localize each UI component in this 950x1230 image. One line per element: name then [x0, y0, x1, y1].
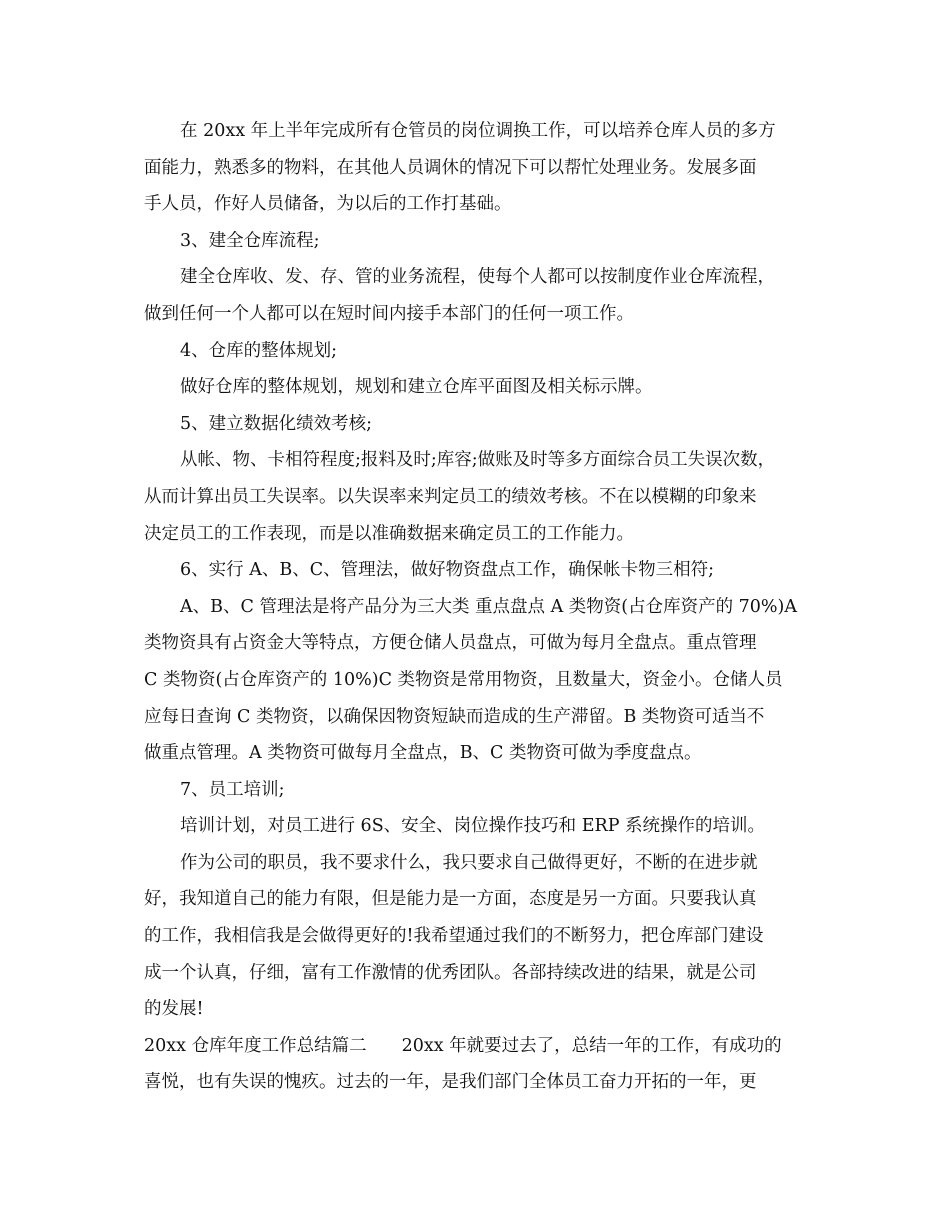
text-line: 做好仓库的整体规划，规划和建立仓库平面图及相关标示牌。 [180, 377, 653, 398]
text-line: 类物资具有占资金大等特点，方便仓储人员盘点，可做为每月全盘点。重点管理 [144, 633, 757, 654]
text-line: A、B、C 管理法是将产品分为三大类 重点盘点 A 类物资(占仓库资产的 70%)A [180, 596, 798, 617]
text-line: 成一个认真，仔细，富有工作激情的优秀团队。各部持续改进的结果，就是公司 [144, 962, 757, 983]
text-line: 从而计算出员工失误率。以失误率来判定员工的绩效考核。不在以模糊的印象来 [144, 486, 757, 507]
article-heading: 20xx 仓库年度工作总结篇二 20xx 年就要过去了，总结一年的工作，有成功的 [144, 1035, 782, 1056]
section-heading-7: 7、员工培训; [180, 779, 285, 800]
text-line: 手人员，作好人员储备，为以后的工作打基础。 [144, 194, 512, 215]
text-line: 应每日查询 C 类物资，以确保因物资短缺而造成的生产滞留。B 类物资可适当不 [144, 706, 765, 727]
text-line: 好，我知道自己的能力有限，但是能力是一方面，态度是另一方面。只要我认真 [144, 889, 757, 910]
text-line: 培训计划，对员工进行 6S、安全、岗位操作技巧和 ERP 系统操作的培训。 [180, 816, 766, 837]
text-line: 面能力，熟悉多的物料，在其他人员调休的情况下可以帮忙处理业务。发展多面 [144, 157, 757, 178]
text-line: 决定员工的工作表现，而是以准确数据来确定员工的工作能力。 [144, 523, 634, 544]
text-line: 建全仓库收、发、存、管的业务流程，使每个人都可以按制度作业仓库流程， [180, 267, 775, 288]
document-body [144, 113, 814, 1101]
text-line: 的工作，我相信我是会做得更好的!我希望通过我们的不断努力，把仓库部门建设 [144, 926, 764, 947]
section-heading-6: 6、实行 A、B、C、管理法，做好物资盘点工作，确保帐卡物三相符; [180, 560, 714, 581]
text-line: 作为公司的职员，我不要求什么，我只要求自己做得更好，不断的在进步就 [180, 852, 758, 873]
text-line: 在 20xx 年上半年完成所有仓管员的岗位调换工作，可以培养仓库人员的多方 [180, 121, 776, 141]
section-heading-5: 5、建立数据化绩效考核; [180, 413, 373, 434]
section-heading-4: 4、仓库的整体规划; [180, 340, 338, 361]
text-line: 做到任何一个人都可以在短时间内接手本部门的任何一项工作。 [144, 303, 634, 324]
text-line: 的发展! [144, 999, 204, 1020]
text-line: 从帐、物、卡相符程度;报料及时;库容;做账及时等多方面综合员工失误次数， [180, 450, 776, 471]
text-line: 做重点管理。A 类物资可做每月全盘点，B、C 类物资可做为季度盘点。 [144, 743, 702, 764]
section-heading-3: 3、建全仓库流程; [180, 230, 320, 251]
text-line: 喜悦，也有失误的愧疚。过去的一年，是我们部门全体员工奋力开拓的一年，更 [144, 1072, 757, 1093]
text-line: C 类物资(占仓库资产的 10%)C 类物资是常用物资，且数量大，资金小。仓储人员 [144, 669, 783, 690]
